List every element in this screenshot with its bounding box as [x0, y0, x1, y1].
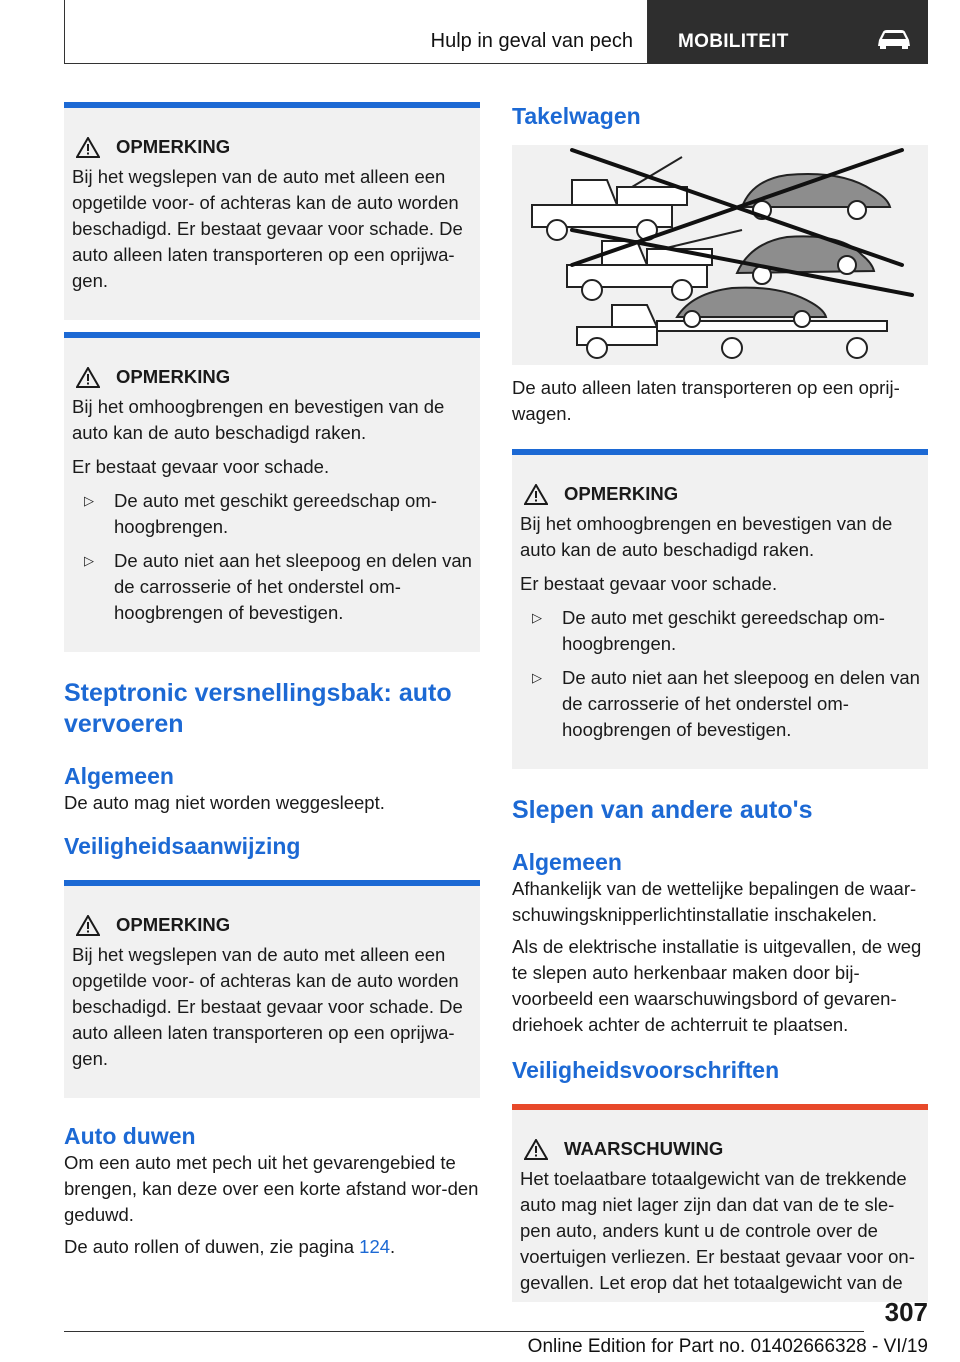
notice-box [64, 880, 480, 1098]
notice-text: Er bestaat gevaar voor schade. [72, 456, 330, 477]
notice-list [520, 605, 920, 743]
notice-text: Bij het omhoogbrengen en bevestigen van de auto kan de auto beschadigd raken. [72, 396, 445, 443]
subheading: Algemeen [512, 849, 622, 875]
warning-triangle-icon [524, 484, 548, 505]
subheading: Takelwagen [512, 103, 641, 129]
list-item: ▷ De auto niet aan het sleepoog en delen van de carrosserie of het onderstel om-hoogbrengen of bevestigen. [532, 665, 920, 743]
towing-illustration [512, 145, 928, 365]
section-tab [64, 0, 648, 64]
notice-box [64, 332, 480, 652]
paragraph: Afhankelijk van de wettelijke bepalingen de waar-schuwingsknipperlichtinstallatie inschakelen. [512, 878, 917, 925]
notice-text: Bij het wegslepen van de auto met alleen een opgetilde voor- of achteras kan de auto worden beschadigd. Er bestaat gevaar voor schade. De auto alleen laten transporteren op een oprijwa-gen. [72, 166, 463, 291]
list-item: ▷ De auto met geschikt gereedschap om-hoogbrengen. [532, 605, 920, 657]
subheading: Auto duwen [64, 1123, 196, 1149]
list-item: ▷ De auto met geschikt gereedschap om-hoogbrengen. [84, 488, 472, 540]
section-heading: Slepen van andere auto's [512, 796, 813, 824]
subheading: Veiligheidsaanwijzing [64, 833, 301, 859]
right-column [512, 102, 928, 1302]
notice-box [64, 102, 480, 320]
page-header [64, 0, 928, 64]
car-icon [876, 28, 912, 50]
subheading: Veiligheidsvoorschriften [512, 1057, 780, 1083]
warning-box [512, 1104, 928, 1302]
page-number: 307 [884, 1297, 928, 1327]
paragraph: De auto mag niet worden weggesleept. [64, 792, 385, 813]
notice-list [72, 488, 472, 626]
figure-caption: De auto alleen laten transporteren op een oprij-wagen. [512, 377, 900, 424]
notice-text: Bij het omhoogbrengen en bevestigen van de auto kan de auto beschadigd raken. [520, 513, 893, 560]
chapter-title: MOBILITEIT [678, 31, 789, 52]
section-title: Hulp in geval van pech [430, 30, 633, 52]
warning-triangle-icon [76, 137, 100, 158]
notice-title: OPMERKING [76, 912, 472, 938]
page-link[interactable]: 124 [359, 1236, 391, 1257]
left-column [64, 102, 480, 1260]
notice-title: OPMERKING [76, 134, 472, 160]
warning-triangle-icon [524, 1139, 548, 1160]
paragraph: De auto rollen of duwen, zie pagina 124. [64, 1236, 396, 1257]
notice-box [512, 449, 928, 769]
paragraph: Om een auto met pech uit het gevarengebied te brengen, kan deze over een korte afstand wor-den geduwd. [64, 1152, 479, 1225]
subheading: Algemeen [64, 763, 174, 789]
list-item: ▷ De auto niet aan het sleepoog en delen van de carrosserie of het onderstel om-hoogbrengen of bevestigen. [84, 548, 472, 626]
warning-triangle-icon [76, 915, 100, 936]
section-heading: Steptronic versnellingsbak: auto vervoeren [64, 679, 452, 738]
notice-text: Bij het wegslepen van de auto met alleen een opgetilde voor- of achteras kan de auto worden beschadigd. Er bestaat gevaar voor schade. De auto alleen laten transporteren op een oprijwa-gen. [72, 944, 463, 1069]
notice-text: Er bestaat gevaar voor schade. [520, 573, 778, 594]
notice-title: OPMERKING [524, 481, 920, 507]
warning-title: WAARSCHUWING [524, 1136, 920, 1162]
warning-triangle-icon [76, 367, 100, 388]
notice-title: OPMERKING [76, 364, 472, 390]
chapter-tab [648, 0, 928, 64]
footer-text: Online Edition for Part no. 01402666328 - VI/19 [527, 1336, 928, 1357]
page-footer [64, 1331, 928, 1357]
warning-text: Het toelaatbare totaalgewicht van de trekkende auto mag niet lager zijn dan dat van de te sle-pen auto, anders kunt u de controle over de voertuigen verliezen. Er bestaat gevaar voor on-gevallen. Let erop dat het totaalgewicht van de [520, 1168, 915, 1293]
paragraph: Als de elektrische installatie is uitgevallen, de weg te slepen auto herkenbaar maken door bij-voorbeeld een waarschuwingsbord of gevaren-driehoek achter de achterruit te plaatsen. [512, 936, 922, 1035]
